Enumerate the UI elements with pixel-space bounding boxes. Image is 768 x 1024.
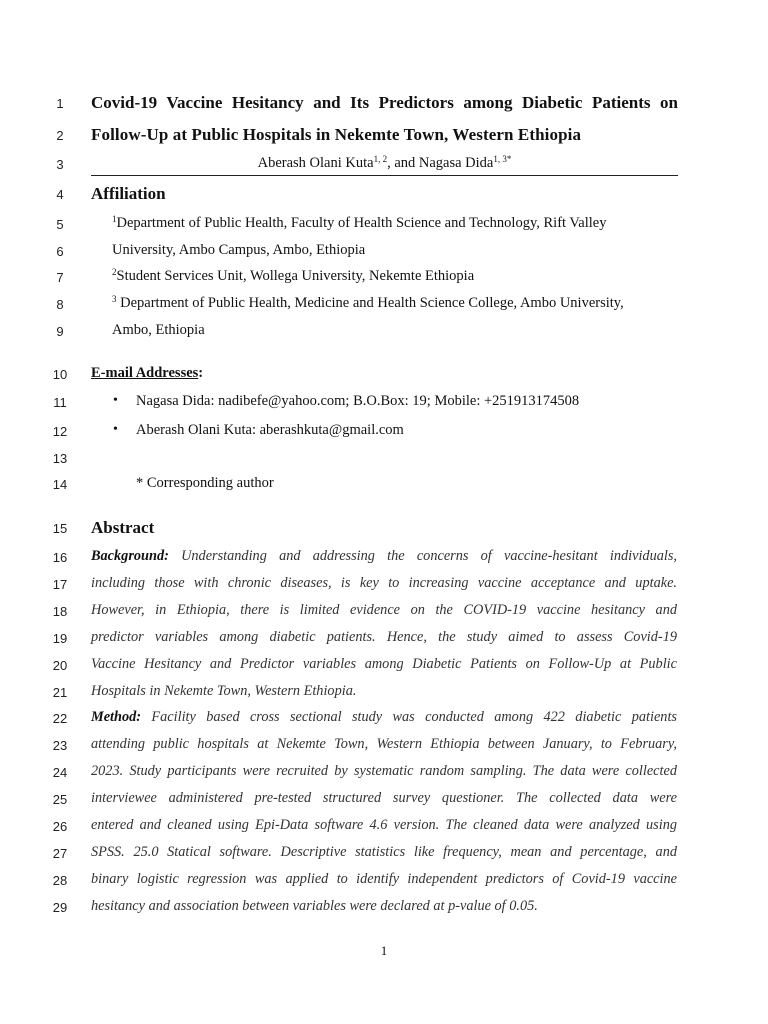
email-item-nagasa: Nagasa Dida: nadibefe@yahoo.com; B.O.Box: 19; Mobile: +251913174508 [136,393,580,409]
line-number: 20 [52,658,68,673]
affiliation-marker: 3 [112,294,117,304]
abstract-background-line [91,548,677,565]
line-number: 17 [52,577,68,592]
background-label: Background: [91,548,169,564]
page-number: 1 [380,943,388,958]
line-number: 11 [53,395,67,410]
corresponding-author-note: * Corresponding author [136,475,274,491]
affiliation-2 [112,268,474,285]
abstract-background-line: Hospitals in Nekemte Town, Western Ethiopia. [91,683,357,699]
abstract-method-line: SPSS. 25.0 Statical software. Descriptive statistics like frequency, mean and percentage, and [91,844,677,860]
abstract-background-line: However, in Ethiopia, there is limited evidence on the COVID-19 vaccine hesitancy and [91,602,677,618]
abstract-method-line: binary logistic regression was applied to identify independent predictors of Covid-19 vaccine [91,871,677,887]
line-number: 1 [56,96,64,111]
title-divider [91,175,678,176]
line-number: 29 [52,900,68,915]
line-number: 24 [52,765,68,780]
paper-title-line-1: Covid-19 Vaccine Hesitancy and Its Predictors among Diabetic Patients on [91,93,678,112]
email-item-aberash: Aberash Olani Kuta: aberashkuta@gmail.com [136,422,404,438]
line-number: 7 [56,270,64,285]
abstract-method-line [91,709,677,726]
line-number: 18 [52,604,68,619]
line-number: 22 [52,711,68,726]
line-number: 4 [56,187,64,202]
line-number: 2 [56,128,64,143]
abstract-method-line: entered and cleaned using Epi-Data software 4.6 version. The cleaned data were analyzed using [91,817,677,833]
bullet-icon: • [113,393,118,408]
line-number: 13 [52,451,68,466]
affiliation-3-continued: Ambo, Ethiopia [112,322,205,338]
affiliation-text: Department of Public Health, Faculty of Health Science and Technology, Rift Valley [116,215,607,231]
abstract-text: Facility based cross sectional study was conducted among 422 diabetic patients [141,709,677,725]
line-number: 25 [52,792,68,807]
abstract-method-line: 2023. Study participants were recruited by systematic random sampling. The data were collected [91,763,677,779]
affiliation-1 [112,215,606,232]
email-heading-text: E-mail Addresses [91,365,199,381]
bullet-icon: • [113,422,118,437]
abstract-background-line: predictor variables among diabetic patients. Hence, the study aimed to assess Covid-19 [91,629,677,645]
abstract-method-line: attending public hospitals at Nekemte Town, Western Ethiopia between January, to February, [91,736,677,752]
line-number: 10 [52,367,68,382]
author-affiliation-marker: 1, 3* [493,154,512,164]
author-name: Nagasa Dida [418,155,494,171]
line-number: 5 [56,217,64,232]
line-number: 3 [56,157,64,172]
affiliation-text: Department of Public Health, Medicine and Health Science College, Ambo University, [116,295,624,311]
abstract-background-line: Vaccine Hesitancy and Predictor variables among Diabetic Patients on Follow-Up at Public [91,656,677,672]
line-number: 9 [56,324,64,339]
line-number: 26 [52,819,68,834]
author-separator: , and [387,155,419,171]
paper-title-line-2: Follow-Up at Public Hospitals in Nekemte Town, Western Ethiopia [91,125,582,144]
line-number: 27 [52,846,68,861]
author-list [91,155,678,172]
line-number: 23 [52,738,68,753]
abstract-method-line: interviewee administered pre-tested structured survey questioner. The collected data were [91,790,677,806]
email-heading [91,365,203,382]
method-label: Method: [91,709,142,725]
author-affiliation-marker: 1, 2 [373,154,388,164]
affiliation-marker: 1 [112,214,117,224]
email-heading-colon: : [198,365,204,381]
abstract-background-line: including those with chronic diseases, is key to increasing vaccine acceptance and uptake. [91,575,677,591]
line-number: 16 [52,550,68,565]
abstract-method-line: hesitancy and association between variables were declared at p-value of 0.05. [91,898,538,914]
affiliation-marker: 2 [112,267,117,277]
affiliation-text: Student Services Unit, Wollega University, Nekemte Ethiopia [116,268,475,284]
abstract-heading: Abstract [91,518,155,537]
line-number: 6 [56,244,64,259]
line-number: 14 [52,477,68,492]
abstract-text: Understanding and addressing the concerns of vaccine-hesitant individuals, [168,548,677,564]
author-name: Aberash Olani Kuta [257,155,374,171]
affiliation-1-continued: University, Ambo Campus, Ambo, Ethiopia [112,242,366,258]
line-number: 15 [52,521,68,536]
line-number: 8 [56,297,64,312]
affiliation-heading: Affiliation [91,184,166,203]
affiliation-3 [112,295,624,312]
line-number: 28 [52,873,68,888]
line-number: 12 [52,424,68,439]
line-number: 19 [52,631,68,646]
line-number: 21 [52,685,68,700]
